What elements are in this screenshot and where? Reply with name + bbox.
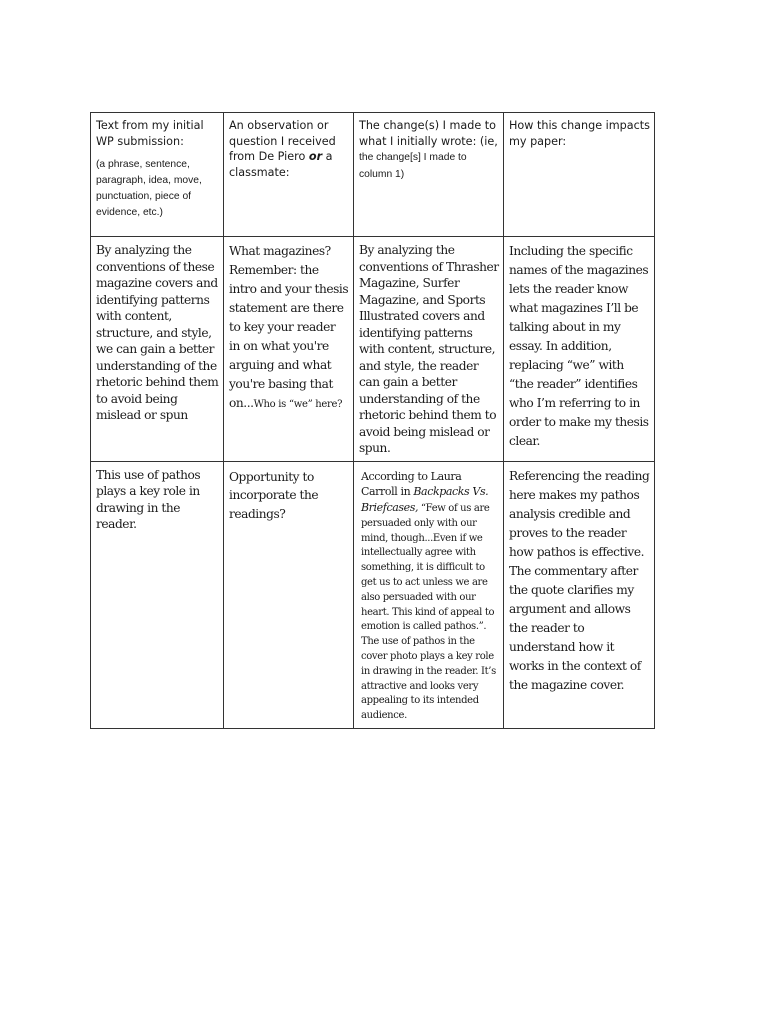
header-changes-title — [359, 118, 499, 182]
row2-impact-text: Referencing the reading here makes my pathos analysis credible and proves to the reader how pathos is effective. The commentary after the quote clarifies my argument and allows the reader to understand how it works in the context of the magazine cover. — [509, 468, 650, 692]
header-cell-changes — [354, 113, 504, 237]
table-header-row — [91, 113, 655, 237]
header-feedback-emphasis: or — [308, 150, 323, 163]
header-changes-note: the change[s] I made to column 1) — [359, 152, 467, 180]
header-cell-feedback — [224, 113, 354, 237]
row2-change-text — [359, 470, 499, 725]
table-row — [91, 237, 655, 462]
row2-change-cell — [354, 461, 504, 729]
header-original-note: (a phrase, sentence, paragraph, idea, move, punctuation, piece of evidence, etc.) — [96, 159, 202, 218]
header-cell-original-text — [91, 113, 224, 237]
row1-change-text: By analyzing the conventions of Thrasher Magazine, Surfer Magazine, and Sports Illustrated covers and identifying patterns with content, structure, and style, the reader can gain a better understanding of the rhetoric behind them to avoid being mislead or spun. — [359, 243, 499, 455]
revision-table — [90, 112, 655, 729]
row2-impact-cell — [504, 461, 655, 729]
row2-original-cell — [91, 461, 224, 729]
header-original-title: Text from my initial WP submission: — [96, 119, 204, 148]
row1-original-cell — [91, 237, 224, 462]
header-feedback-after: a classmate: — [229, 150, 333, 179]
header-impact-title: How this change impacts my paper: — [509, 119, 650, 148]
row1-original-text: By analyzing the conventions of these magazine covers and identifying patterns with content, structure, and style, we can gain a better understanding of the rhetoric behind them to avoid being mislead or spun — [96, 243, 219, 422]
header-feedback-before: An observation or question I received from De Piero — [229, 119, 336, 163]
row1-impact-cell — [504, 237, 655, 462]
header-changes-main: The change(s) I made to what I initially wrote: (ie, — [359, 119, 498, 148]
row1-feedback-cell — [224, 237, 354, 462]
header-feedback-title — [229, 118, 349, 180]
row1-feedback-text — [229, 242, 349, 414]
header-cell-impact — [504, 113, 655, 237]
row2-change-lead: According to Laura Carroll in — [361, 469, 462, 499]
row2-change-source-title: Backpacks Vs. Briefcases, — [361, 485, 489, 515]
table-row — [91, 461, 655, 729]
row1-change-cell — [354, 237, 504, 462]
row2-feedback-cell — [224, 461, 354, 729]
row2-feedback-text: Opportunity to incorporate the readings? — [229, 469, 319, 522]
row2-original-text: This use of pathos plays a key role in drawing in the reader. — [96, 467, 201, 531]
row2-change-rest: “Few of us are persuaded only with our mind, though...Even if we intellectually agree with something, it is difficult to get us to act unless we are also persuaded with our heart. This kind of appeal to emotion is called pathos.”. The use of pathos in the cover photo plays a key role in drawing in the reader. It’s attractive and looks very appealing to its intended audience. — [361, 503, 496, 722]
row1-feedback-tail: Who is “we” here? — [253, 399, 343, 410]
row1-feedback-main: What magazines? Remember: the intro and your thesis statement are there to key your reader in on what you're arguing and what you're basing that on... — [229, 244, 349, 410]
row1-impact-text: Including the specific names of the magazines lets the reader know what magazines I’ll be talking about in my essay. In addition, replacing “we” with “the reader” identifies who I’m referring to in order to make my thesis clear. — [509, 244, 649, 448]
